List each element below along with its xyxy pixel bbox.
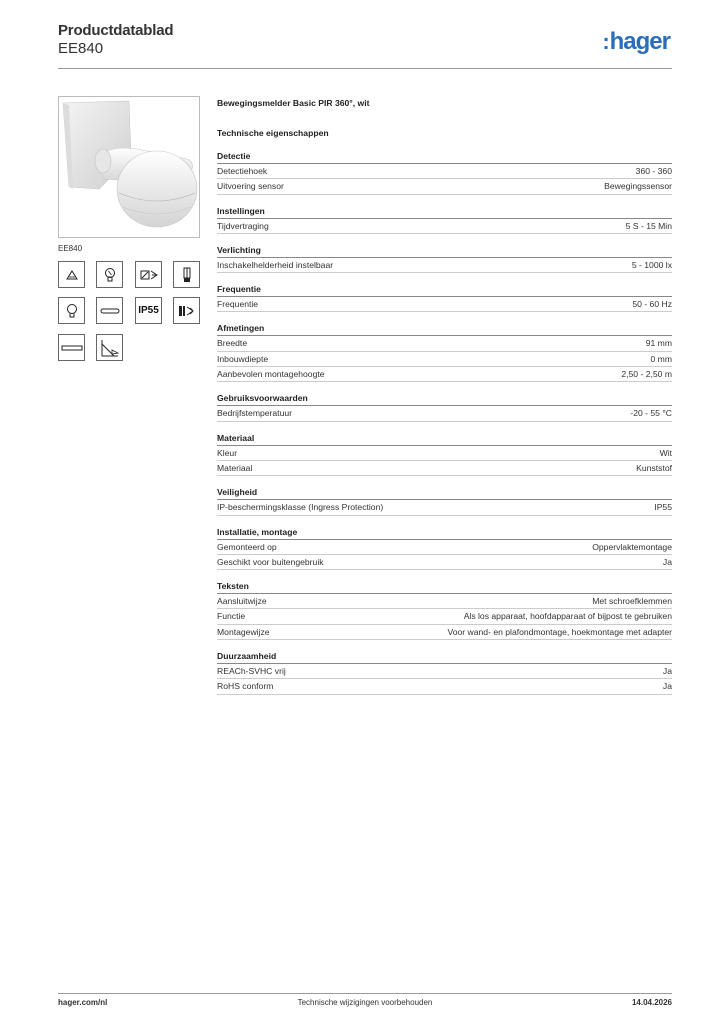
section-title: Afmetingen	[217, 322, 672, 336]
spec-value: -20 - 55 °C	[630, 408, 672, 419]
spec-sections	[217, 150, 672, 695]
spec-label: Uitvoering sensor	[217, 181, 284, 192]
spec-section	[217, 244, 672, 273]
spec-label: IP-beschermingsklasse (Ingress Protection)	[217, 502, 384, 513]
product-code: EE840	[58, 40, 104, 57]
spec-row	[217, 164, 672, 179]
led-strip-icon	[96, 297, 123, 324]
footer-date: 14.04.2026	[631, 998, 672, 1007]
spec-label: Gemonteerd op	[217, 541, 277, 552]
spec-label: Breedte	[217, 338, 248, 349]
spec-row	[217, 406, 672, 421]
specification-table	[217, 96, 672, 695]
spec-row	[217, 461, 672, 476]
spec-value: Ja	[662, 681, 672, 692]
ip55-label: IP55	[138, 305, 159, 316]
spec-value: 5 S - 15 Min	[625, 220, 672, 231]
section-title: Installatie, montage	[217, 526, 672, 540]
spec-row	[217, 664, 672, 679]
logo-text: hager	[609, 28, 670, 55]
hager-logo: :hager	[602, 28, 670, 55]
spec-label: Inbouwdiepte	[217, 353, 269, 364]
incandescent-bulb-icon	[58, 297, 85, 324]
spec-label: Geschikt voor buitengebruik	[217, 556, 324, 567]
spec-value: Kunststof	[636, 462, 672, 473]
spec-value: Ja	[662, 666, 672, 677]
spec-label: Aanbevolen montagehoogte	[217, 369, 325, 380]
spec-row	[217, 625, 672, 640]
spec-label: Detectiehoek	[217, 166, 268, 176]
spec-row	[217, 336, 672, 351]
footer-divider	[58, 993, 672, 994]
spec-value: 50 - 60 Hz	[632, 299, 672, 310]
section-title: Instellingen	[217, 205, 672, 219]
motion-detector-illustration	[59, 97, 199, 237]
product-image	[58, 96, 200, 238]
spec-row	[217, 594, 672, 609]
spec-label: Montagewijze	[217, 626, 270, 637]
spec-row	[217, 446, 672, 461]
footer-disclaimer: Technische wijzigingen voorbehouden	[297, 998, 433, 1007]
spec-section	[217, 283, 672, 312]
spec-row	[217, 297, 672, 312]
section-title: Gebruiksvoorwaarden	[217, 392, 672, 406]
lamp-bulb-icon	[96, 261, 123, 288]
spec-value: Als los apparaat, hoofdapparaat of bijpost te gebruiken	[463, 611, 672, 622]
tube-lamp-icon	[58, 334, 85, 361]
audio-sensor-icon	[173, 297, 200, 324]
spec-value: 360 - 360	[635, 166, 672, 176]
spec-value: 0 mm	[650, 353, 672, 364]
page-footer	[58, 998, 672, 1010]
motion-sensor-icon	[135, 261, 162, 288]
warning-triangle-icon	[58, 261, 85, 288]
main-heading: Technische eigenschappen	[217, 128, 329, 138]
spec-section	[217, 322, 672, 382]
section-title: Verlichting	[217, 244, 672, 258]
spec-row	[217, 609, 672, 624]
page-header	[58, 22, 672, 68]
spec-value: Ja	[662, 556, 672, 567]
spec-value: IP55	[654, 502, 672, 513]
spec-label: Bedrijfstemperatuur	[217, 408, 292, 419]
spec-section	[217, 150, 672, 195]
spec-row	[217, 367, 672, 382]
spec-value: 5 - 1000 lx	[631, 259, 672, 270]
spec-label: Kleur	[217, 447, 238, 458]
spec-section	[217, 486, 672, 515]
spec-row	[217, 219, 672, 234]
spec-value: 2,50 - 2,50 m	[621, 369, 672, 380]
spec-row	[217, 679, 672, 694]
spec-label: Frequentie	[217, 299, 259, 310]
spec-section	[217, 205, 672, 234]
spec-value: Oppervlaktemontage	[592, 541, 672, 552]
spec-value: 91 mm	[645, 338, 672, 349]
spec-label: Aansluitwijze	[217, 596, 267, 607]
section-title: Materiaal	[217, 432, 672, 446]
spec-section	[217, 526, 672, 571]
spec-value: Bewegingssensor	[604, 181, 672, 192]
spec-label: Materiaal	[217, 462, 253, 473]
spec-value: Wit	[659, 447, 672, 458]
spec-label: RoHS conform	[217, 681, 274, 692]
spec-value: Voor wand- en plafondmontage, hoekmontage met adapter	[447, 626, 672, 637]
spec-label: REACh-SVHC vrij	[217, 666, 286, 677]
section-title: Veiligheid	[217, 486, 672, 500]
spec-section	[217, 580, 672, 640]
section-title: Teksten	[217, 580, 672, 594]
spec-section	[217, 650, 672, 695]
spec-section	[217, 432, 672, 477]
spec-row	[217, 555, 672, 570]
spec-row	[217, 258, 672, 273]
dimming-switch-icon	[96, 334, 123, 361]
spec-row	[217, 500, 672, 515]
header-divider	[58, 68, 672, 69]
spec-label: Tijdvertraging	[217, 220, 269, 231]
spec-section	[217, 392, 672, 421]
section-title: Duurzaamheid	[217, 650, 672, 664]
image-caption: EE840	[58, 244, 83, 253]
document-title: Productdatablad	[58, 22, 174, 39]
spec-value: Met schroefklemmen	[592, 596, 672, 607]
product-name: Bewegingsmelder Basic PIR 360°, wit	[217, 98, 370, 108]
section-title: Frequentie	[217, 283, 672, 297]
spec-label: Functie	[217, 611, 246, 622]
ip55-icon	[135, 297, 162, 324]
footer-website[interactable]: hager.com/nl	[58, 998, 108, 1007]
section-title: Detectie	[217, 150, 672, 164]
spec-row	[217, 540, 672, 555]
spec-row	[217, 352, 672, 367]
fluorescent-tube-icon	[173, 261, 200, 288]
spec-label: Inschakelhelderheid instelbaar	[217, 259, 334, 270]
spec-row	[217, 179, 672, 194]
